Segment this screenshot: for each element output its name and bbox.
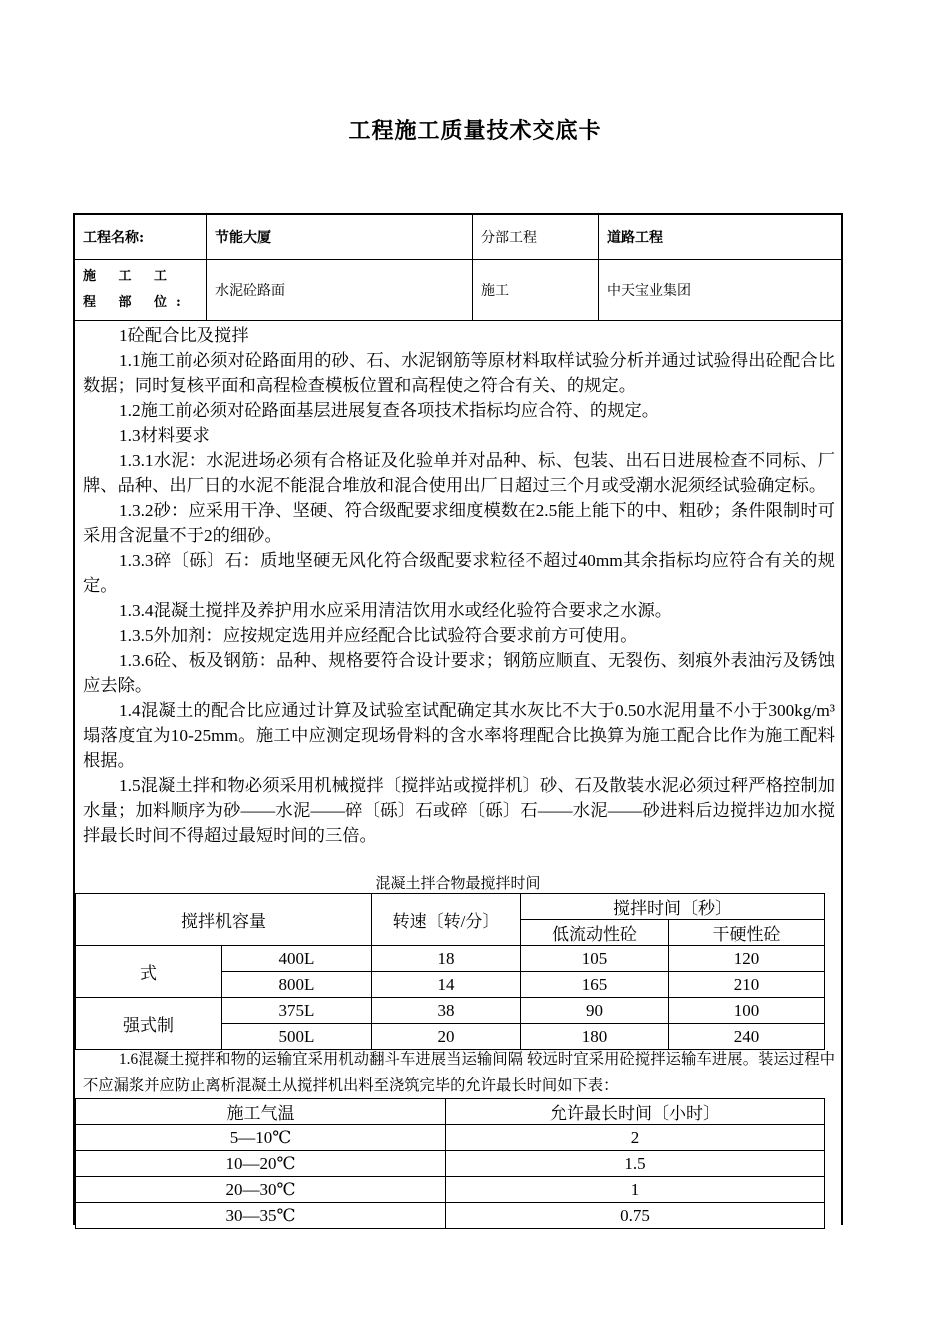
subproject-value: 道路工程 (607, 230, 663, 246)
header-max-time: 允许最长时间〔小时〕 (446, 1099, 825, 1125)
header-low-flow: 低流动性砼 (521, 920, 669, 946)
body-text (83, 323, 835, 848)
paragraph: 1.3.3碎〔砾〕石：质地坚硬无风化符合级配要求粒径不超过40mm其余指标均应符合有关的规定。 (83, 551, 835, 595)
paragraph: 1.3.5外加剂：应按规定选用并应经配合比试验符合要求前方可使用。 (119, 626, 638, 645)
cell-capacity: 500L (222, 1024, 372, 1050)
cell-dry: 120 (669, 946, 825, 972)
cell-max-time: 1.5 (446, 1151, 825, 1177)
cell-dry: 210 (669, 972, 825, 998)
cell-max-time: 2 (446, 1125, 825, 1151)
paragraph: 1.2施工前必须对砼路面基层进展复查各项技术指标均应合符、的规定。 (119, 401, 660, 420)
page-title: 工程施工质量技术交底卡 (348, 118, 602, 144)
group-label: 强式制 (76, 998, 222, 1050)
paragraph: 1.5混凝土拌和物必须采用机械搅拌〔搅拌站或搅拌机〕砂、石及散装水泥必须过秤严格控制加水量；加料顺序为砂——水泥——碎〔砾〕石或碎〔砾〕石——水泥——砂进料后边搅拌边加水搅拌最长时间不得超过最短时间的三倍。 (83, 776, 835, 845)
table-row (76, 1177, 825, 1203)
cell-temperature: 20—30℃ (76, 1177, 446, 1203)
cell-speed: 18 (372, 946, 521, 972)
paragraph: 1.3.4混凝土搅拌及养护用水应采用清洁饮用水或经化验符合要求之水源。 (119, 601, 673, 620)
cell-temperature: 10—20℃ (76, 1151, 446, 1177)
cell-speed: 38 (372, 998, 521, 1024)
builder-label: 施工 (473, 260, 599, 320)
cell-speed: 20 (372, 1024, 521, 1050)
cell-max-time: 0.75 (446, 1203, 825, 1229)
builder-value: 中天宝业集团 (607, 283, 691, 299)
paragraph: 1.3.6砼、板及钢筋：品种、规格要符合设计要求；钢筋应顺直、无裂伤、刻痕外表油污及锈蚀应去除。 (83, 651, 835, 695)
paragraph: 1.3.2砂：应采用干净、坚硬、符合级配要求细度模数在2.5能上能下的中、粗砂；条件限制时可采用含泥量不于2的细砂。 (83, 501, 835, 545)
subproject-label: 分部工程 (473, 215, 599, 259)
group-label: 式 (76, 946, 222, 998)
disclosure-card (73, 213, 843, 1225)
cell-temperature: 30—35℃ (76, 1203, 446, 1229)
table-row (76, 894, 825, 920)
header-row-project (75, 215, 841, 260)
temperature-table (75, 1098, 825, 1229)
header-speed: 转速〔转/分〕 (372, 894, 521, 946)
paragraph: 1.6混凝土搅拌和物的运输宜采用机动翻斗车进展当运输间隔 较远时宜采用砼搅拌运输车进展。装运过程中不应漏浆并应防止离析混凝土从搅拌机出料至浇筑完毕的允许最长时间如下表： (83, 1051, 835, 1094)
mix-table-caption: 混凝土拌合物最搅拌时间 (375, 876, 541, 892)
cell-max-time: 1 (446, 1177, 825, 1203)
header-dry: 干硬性砼 (669, 920, 825, 946)
cell-low: 90 (521, 998, 669, 1024)
paragraph: 1.1施工前必须对砼路面用的砂、石、水泥钢筋等原材料取样试验分析并通过试验得出砼配合比数据；同时复核平面和高程检查模板位置和高程使之符合有关、的规定。 (83, 351, 835, 395)
cell-low: 105 (521, 946, 669, 972)
cell-dry: 100 (669, 998, 825, 1024)
paragraph: 1.3材料要求 (119, 426, 210, 445)
cell-speed: 14 (372, 972, 521, 998)
cell-temperature: 5—10℃ (76, 1125, 446, 1151)
part-value: 水泥砼路面 (207, 260, 473, 320)
cell-capacity: 375L (222, 998, 372, 1024)
part-label: 施 工 工 程 部 位: (75, 260, 207, 320)
cell-dry: 240 (669, 1024, 825, 1050)
paragraph: 1砼配合比及搅拌 (119, 326, 249, 345)
header-time: 搅拌时间〔秒〕 (521, 894, 825, 920)
header-temperature: 施工气温 (76, 1099, 446, 1125)
cell-low: 165 (521, 972, 669, 998)
table-row (76, 946, 825, 972)
cell-capacity: 400L (222, 946, 372, 972)
paragraph: 1.3.1水泥：水泥进场必须有合格证及化验单并对品种、标、包装、出石日进展检查不同标、厂牌、品种、出厂日的水泥不能混合堆放和混合使用出厂日超过三个月或受潮水泥须经试验确定标。 (83, 451, 835, 495)
table-row (76, 1151, 825, 1177)
table-row (76, 1125, 825, 1151)
paragraph: 1.4混凝土的配合比应通过计算及试验室试配确定其水灰比不大于0.50水泥用量不小于300kg/m³塌落度宜为10-25mm。施工中应测定现场骨料的含水率将理配合比换算为施工配合比作为施工配料根据。 (83, 701, 835, 770)
project-name-label: 工程名称: (75, 215, 207, 259)
cell-capacity: 800L (222, 972, 372, 998)
project-name-value: 节能大厦 (207, 215, 473, 259)
table-row (76, 1099, 825, 1125)
header-capacity: 搅拌机容量 (76, 894, 372, 946)
header-row-part (75, 260, 841, 321)
table-row (76, 1203, 825, 1229)
cell-low: 180 (521, 1024, 669, 1050)
paragraph-1-6 (83, 1047, 835, 1099)
mix-time-table (75, 893, 825, 1050)
table-row (76, 998, 825, 1024)
